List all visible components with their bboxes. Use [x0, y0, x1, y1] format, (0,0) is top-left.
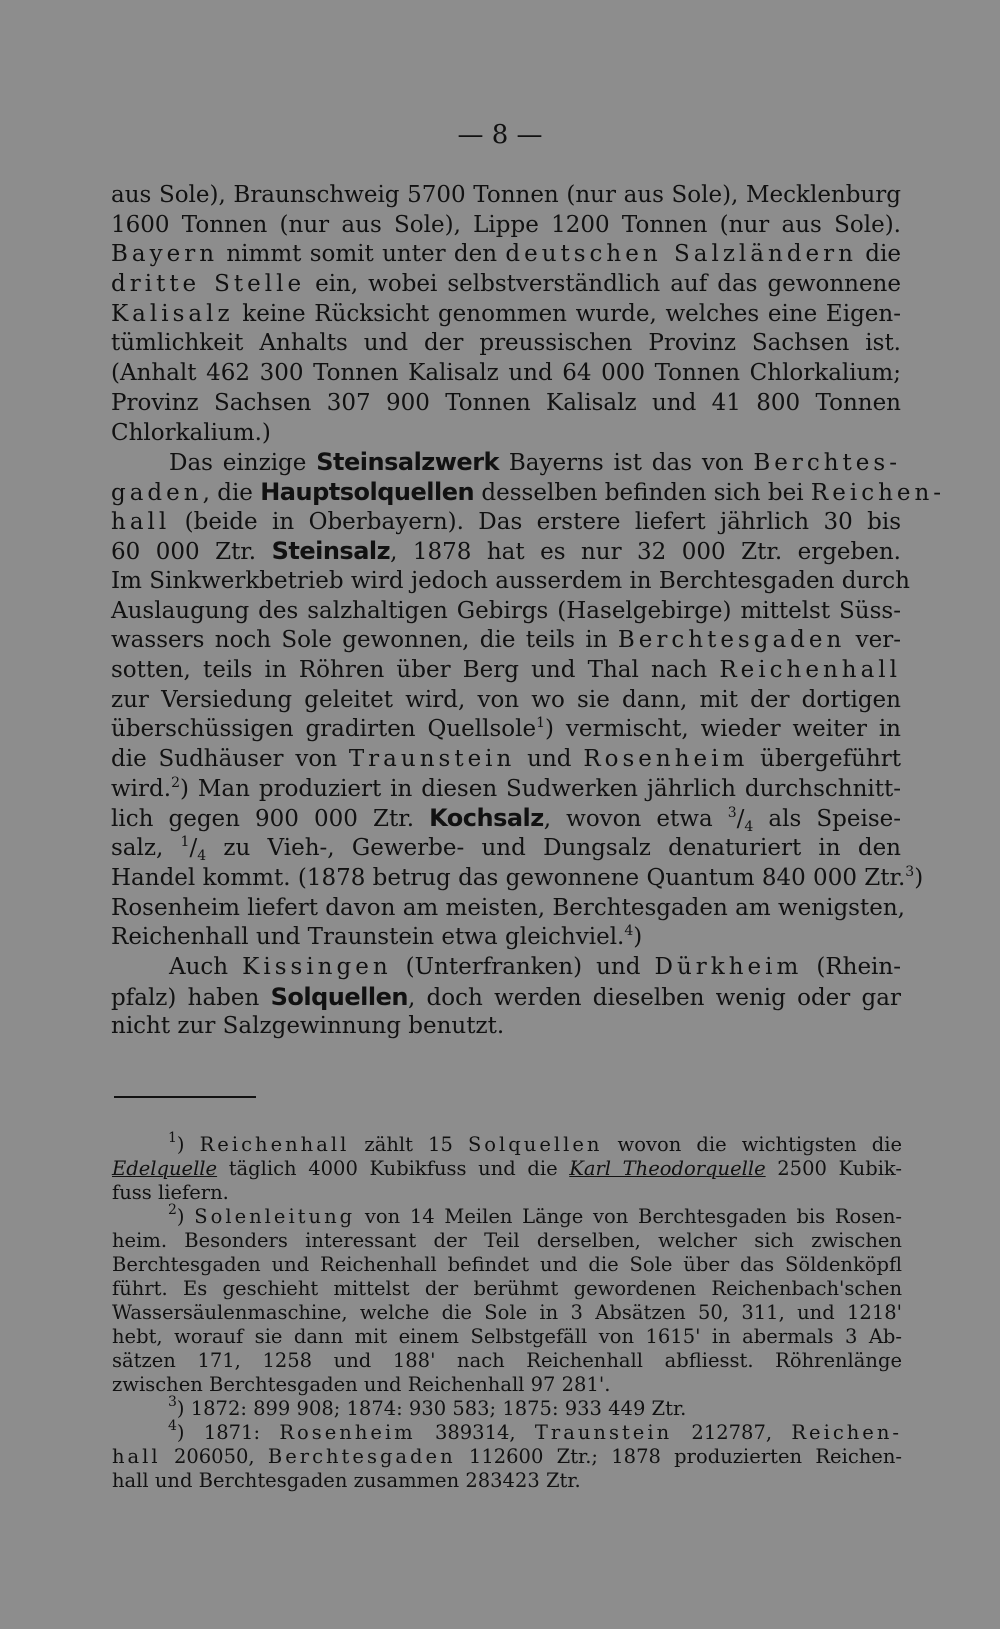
text-line: [111, 983, 901, 1013]
text-span: (Unterfranken) und: [391, 953, 655, 980]
text-line: [111, 686, 901, 716]
text-span: Rosenheim liefert davon am meisten, Berchtesgaden am wenigsten,: [111, 894, 905, 921]
fraction-numerator: 1: [180, 834, 190, 851]
text-span: , die: [202, 479, 261, 506]
text-span: tümlichkeit Anhalts und der preussischen Provinz Sachsen ist.: [111, 330, 901, 357]
text-span: Auslaugung des salzhaltigen Gebirgs (Haselgebirge) mittelst Süss-: [111, 597, 901, 624]
text-span: pfalz) haben: [111, 984, 271, 1011]
text-line: [111, 270, 901, 300]
text-line: [111, 863, 924, 894]
text-span: 1600 Tonnen (nur aus Sole), Lippe 1200 Tonnen (nur aus Sole).: [111, 211, 901, 238]
text-span: , wovon etwa: [543, 806, 728, 833]
text-span: 60 000 Ztr.: [111, 539, 272, 566]
text-span: ) 1871:: [176, 1421, 280, 1444]
italic-text: Karl Theodorquelle: [569, 1157, 766, 1180]
text-span: die: [856, 241, 901, 268]
footnote-line: [112, 1130, 902, 1157]
spaced-text: dritte Stelle: [111, 271, 306, 298]
text-span: die Sudhäuser von: [111, 746, 349, 773]
fraction-slash: /: [736, 806, 745, 833]
footnote-line: [112, 1418, 902, 1445]
footnote-line: [112, 1394, 902, 1421]
text-span: Handel kommt. (1878 betrug das gewonnene Quantum 840 000 Ztr.: [111, 864, 906, 891]
text-line: [111, 329, 901, 359]
text-span: (Anhalt 462 300 Tonnen Kalisalz und 64 000 Tonnen Chlorkalium;: [111, 360, 901, 387]
footnote-marker: 1: [168, 1130, 177, 1146]
text-line: [111, 419, 901, 449]
text-span: Provinz Sachsen 307 900 Tonnen Kalisalz und 41 800 Tonnen: [111, 389, 901, 416]
text-span: ver-: [845, 627, 901, 654]
text-line: [111, 597, 901, 627]
footnote-line: [112, 1325, 902, 1349]
footnote-line: [112, 1277, 902, 1301]
text-span: Chlorkalium.): [111, 419, 271, 446]
spaced-text: Dürkheim: [654, 953, 803, 980]
text-span: (Rhein-: [802, 953, 901, 980]
text-line: [111, 656, 901, 686]
text-span: 389314,: [415, 1421, 535, 1444]
spaced-text: Reichen-: [810, 479, 946, 506]
spaced-text: Rosenheim: [279, 1421, 416, 1444]
footnote-ref: 1: [536, 715, 546, 732]
bold-keyword: Hauptsolquellen: [260, 477, 475, 506]
spaced-text: Solquellen: [467, 1133, 603, 1156]
text-line: [111, 567, 910, 597]
text-span: täglich 4000 Kubikfuss und die: [217, 1157, 570, 1180]
text-span: 112600 Ztr.; 1878 produzierten Reichen-: [455, 1445, 902, 1468]
bold-keyword: Steinsalzwerk: [316, 448, 500, 477]
bold-keyword: Steinsalz: [271, 537, 391, 566]
text-span: wovon die wichtigsten die: [602, 1133, 902, 1156]
footnote-line: [112, 1349, 902, 1373]
text-line: [111, 537, 901, 567]
text-span: ): [176, 1205, 195, 1228]
text-line: [111, 1012, 901, 1042]
main-text: [111, 181, 946, 1042]
bold-keyword: Kochsalz: [429, 804, 544, 833]
footnote-line: [112, 1157, 902, 1181]
spaced-text: gaden: [111, 479, 203, 506]
text-line: [111, 181, 901, 211]
footnote-line: [112, 1202, 902, 1229]
text-span: sotten, teils in Röhren über Berg und Thal nach: [111, 657, 720, 683]
footnote-line: [112, 1373, 902, 1397]
footnote-ref: 2: [171, 774, 180, 791]
text-span: zu Vieh-, Gewerbe- und Dungsalz denaturiert in den: [206, 835, 901, 862]
text-line: [111, 775, 901, 805]
text-span: hall und Berchtesgaden zusammen 283423 Ztr.: [112, 1469, 581, 1492]
text-span: übergeführt: [748, 746, 901, 773]
text-span: zur Versiedung geleitet wird, von wo sie dann, mit der dortigen: [111, 686, 901, 713]
spaced-text: Traunstein: [534, 1421, 673, 1444]
bold-keyword: Solquellen: [270, 982, 408, 1011]
spaced-text: hall: [111, 508, 171, 535]
text-span: ): [176, 1133, 200, 1156]
text-line: [111, 508, 901, 538]
spaced-text: Solenleitung: [194, 1205, 356, 1228]
text-span: , 1878 hat es nur 32 000 Ztr. ergeben.: [390, 539, 901, 566]
footnote-line: [112, 1229, 902, 1253]
spaced-text: Traunstein: [348, 746, 516, 773]
text-span: von 14 Meilen Länge von Berchtesgaden bis Rosen-: [355, 1205, 902, 1228]
footnote-marker: 2: [168, 1202, 177, 1218]
fraction-denominator: 4: [197, 848, 207, 865]
spaced-text: Rosenheim: [583, 746, 749, 773]
footnote-line: [112, 1181, 902, 1205]
text-line: [111, 715, 901, 745]
text-span: Reichenhall und Traunstein etwa gleichviel.: [111, 924, 625, 951]
text-span: Berchtesgaden und Reichenhall befindet und die Sole über das Söldenköpfl: [112, 1253, 902, 1276]
text-span: 2500 Kubik-: [765, 1157, 902, 1180]
footnote-line: [112, 1469, 902, 1493]
spaced-text: deutschen Salzländern: [505, 241, 857, 268]
text-span: ): [633, 924, 643, 951]
footnote-line: [112, 1445, 902, 1469]
text-span: fuss liefern.: [112, 1181, 229, 1204]
footnotes: [112, 1130, 902, 1493]
text-span: salz,: [111, 835, 181, 862]
spaced-text: Berchtesgaden: [267, 1445, 456, 1468]
text-line: [111, 834, 901, 864]
text-span: überschüssigen gradirten Quellsole: [111, 716, 537, 743]
text-span: wird.: [111, 775, 172, 802]
text-span: keine Rücksicht genommen wurde, welches eine Eigen-: [233, 300, 901, 327]
text-span: nimmt somit unter den: [218, 241, 506, 268]
footnote-line: [112, 1253, 902, 1277]
text-span: nicht zur Salzgewinnung benutzt.: [111, 1013, 505, 1040]
footnote-marker: 4: [168, 1418, 177, 1434]
spaced-text: Kalisalz: [111, 300, 234, 327]
fraction-numerator: 3: [727, 805, 737, 822]
text-span: (beide in Oberbayern). Das erstere liefert jährlich 30 bis: [170, 508, 901, 535]
spaced-text: Berchtes-: [753, 450, 901, 477]
text-line: [111, 894, 905, 924]
text-span: ) 1872: 899 908; 1874: 930 583; 1875: 933 449 Ztr.: [176, 1397, 687, 1420]
text-span: aus Sole), Braunschweig 5700 Tonnen (nur aus Sole), Mecklenburg: [111, 182, 901, 208]
text-span: ) Man produziert in diesen Sudwerken jährlich durchschnitt-: [180, 775, 901, 802]
italic-text: Edelquelle: [112, 1157, 218, 1180]
spaced-text: Reichenhall: [199, 1133, 350, 1156]
text-line: [111, 448, 901, 478]
footnote-divider: [114, 1096, 256, 1098]
page-number: — 8 —: [457, 120, 543, 150]
text-span: ): [914, 864, 924, 891]
text-span: heim. Besonders interessant der Teil derselben, welcher sich zwischen: [112, 1229, 902, 1252]
spaced-text: Reichen-: [791, 1421, 902, 1444]
text-span: desselben befinden sich bei: [474, 479, 811, 506]
text-span: lich gegen 900 000 Ztr.: [111, 806, 430, 833]
text-line: [111, 389, 901, 419]
text-span: wassers noch Sole gewonnen, die teils in: [111, 627, 618, 654]
spaced-text: Bayern: [111, 241, 219, 268]
text-span: hebt, worauf sie dann mit einem Selbstgefäll von 1615' in abermals 3 Ab-: [112, 1325, 902, 1348]
text-span: Bayerns ist das von: [499, 450, 754, 477]
text-span: zwischen Berchtesgaden und Reichenhall 97 281'.: [112, 1373, 611, 1396]
text-span: , doch werden dieselben wenig oder gar: [407, 984, 901, 1011]
text-line: [111, 804, 901, 834]
footnote-line: [112, 1301, 902, 1325]
spaced-text: hall: [112, 1445, 161, 1468]
text-line: [111, 626, 901, 656]
text-line: [111, 923, 901, 953]
footnote-marker: 3: [168, 1394, 177, 1410]
text-span: Auch: [169, 953, 243, 980]
text-span: ) vermischt, wieder weiter in: [545, 716, 901, 743]
text-span: zählt 15: [349, 1133, 468, 1156]
text-span: sätzen 171, 1258 und 188' nach Reichenhall abfliesst. Röhrenlänge: [112, 1349, 902, 1372]
spaced-text: Berchtesgaden: [617, 627, 846, 654]
text-span: und: [515, 746, 584, 773]
fraction-denominator: 4: [744, 819, 754, 836]
text-span: 212787,: [672, 1421, 792, 1444]
spaced-text: Reichenhall: [719, 657, 901, 683]
text-line: [111, 745, 901, 775]
text-span: Das einzige: [169, 450, 317, 477]
text-line: [111, 211, 901, 241]
spaced-text: Kissingen: [242, 953, 392, 980]
text-span: Im Sinkwerkbetrieb wird jedoch ausserdem in Berchtesgaden durch: [111, 567, 910, 594]
text-span: Wassersäulenmaschine, welche die Sole in 3 Absätzen 50, 311, und 1218': [112, 1301, 902, 1324]
text-line: [111, 953, 901, 983]
text-span: als Speise-: [753, 806, 902, 833]
text-line: [111, 240, 901, 270]
text-line: [111, 359, 901, 389]
text-span: führt. Es geschieht mittelst der berühmt gewordenen Reichenbach'schen: [112, 1277, 902, 1300]
fraction-slash: /: [189, 835, 198, 862]
text-span: ein, wobei selbstverständlich auf das gewonnene: [305, 271, 901, 298]
text-span: 206050,: [160, 1445, 268, 1468]
text-line: [111, 477, 946, 508]
text-line: [111, 300, 901, 330]
footnote-ref: 4: [624, 923, 634, 940]
footnote-ref: 3: [905, 863, 915, 880]
